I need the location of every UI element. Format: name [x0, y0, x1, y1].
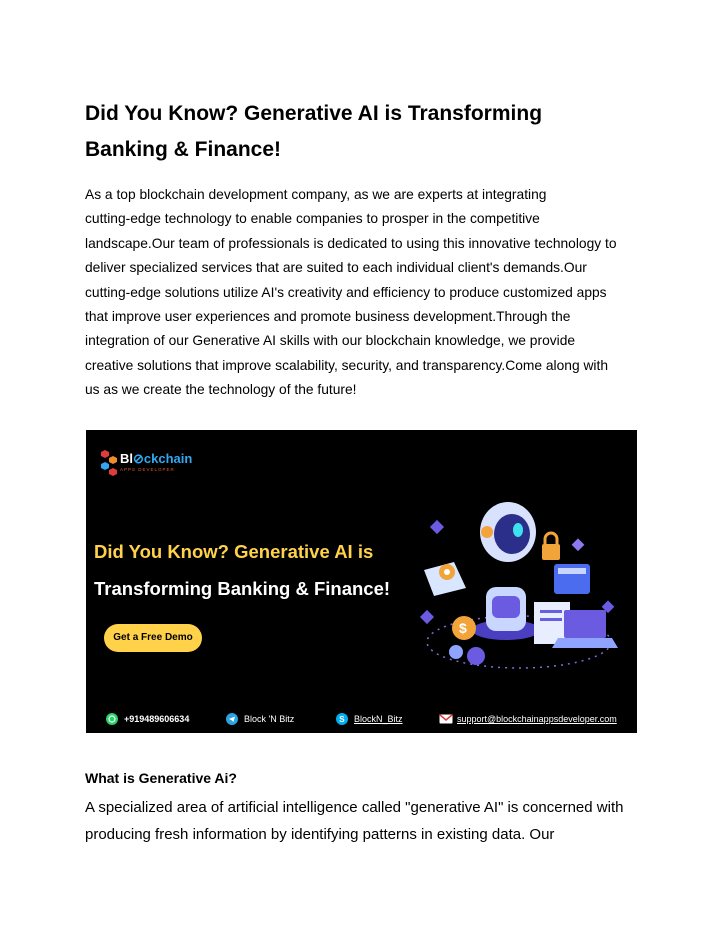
- banner-headline-2: Transforming Banking & Finance!: [94, 578, 391, 599]
- intro-line: As a top blockchain development company, as we are experts at integrating: [85, 187, 547, 202]
- contact-phone: +919489606634: [106, 712, 189, 726]
- contact-email: support@blockchainappsdeveloper.com: [439, 712, 617, 726]
- robot-illustration-icon: [414, 492, 624, 672]
- whatsapp-icon: [106, 713, 118, 725]
- title-line: Did You Know? Generative AI is Transforming: [85, 102, 543, 125]
- intro-line: deliver specialized services that are suited to each individual client's demands.Our: [85, 260, 587, 276]
- section-line: producing fresh information by identifying patterns in existing data. Our: [85, 826, 555, 843]
- skype-icon: [336, 713, 348, 725]
- intro-line: integration of our Generative AI skills with our blockchain knowledge, we provide: [85, 333, 576, 349]
- svg-text:$: $: [459, 620, 467, 636]
- svg-text:S: S: [339, 715, 345, 724]
- intro-paragraph: [85, 183, 645, 403]
- free-demo-button[interactable]: Get a Free Demo: [104, 624, 202, 652]
- section-paragraph: [85, 794, 655, 848]
- intro-line: cutting-edge technology to enable companies to prosper in the competitive: [85, 211, 540, 227]
- intro-line: landscape.Our team of professionals is dedicated to using this innovative technology to: [85, 235, 617, 251]
- telegram-icon: [226, 713, 238, 725]
- brand-logo: [100, 448, 210, 478]
- contact-telegram: Block 'N Bitz: [226, 712, 294, 726]
- section-line: A specialized area of artificial intelligence called "generative AI" is concerned with: [85, 799, 624, 816]
- logo-wordmark: Bl⊘ckchain: [120, 451, 193, 466]
- mail-icon: [439, 713, 451, 725]
- hexagon-logo-icon: [100, 448, 118, 478]
- logo-subtitle: APPS DEVELOPER: [120, 467, 175, 472]
- intro-line: cutting-edge solutions utilize AI's creativity and efficiency to produce customized apps: [85, 284, 607, 300]
- section-heading: What is Generative Ai?: [85, 770, 237, 786]
- intro-line: that improve user experiences and promote business development.Through the: [85, 309, 571, 325]
- banner-headline-1: Did You Know? Generative AI is: [94, 541, 374, 562]
- page-title: [85, 96, 645, 168]
- contact-skype: S BlockN_Bitz: [336, 712, 403, 726]
- intro-line: creative solutions that improve scalability, security, and transparency.Come along with: [85, 357, 608, 373]
- title-line: Banking & Finance!: [85, 138, 282, 161]
- promo-banner-image: [86, 430, 637, 733]
- intro-line: us as we create the technology of the future!: [85, 382, 357, 398]
